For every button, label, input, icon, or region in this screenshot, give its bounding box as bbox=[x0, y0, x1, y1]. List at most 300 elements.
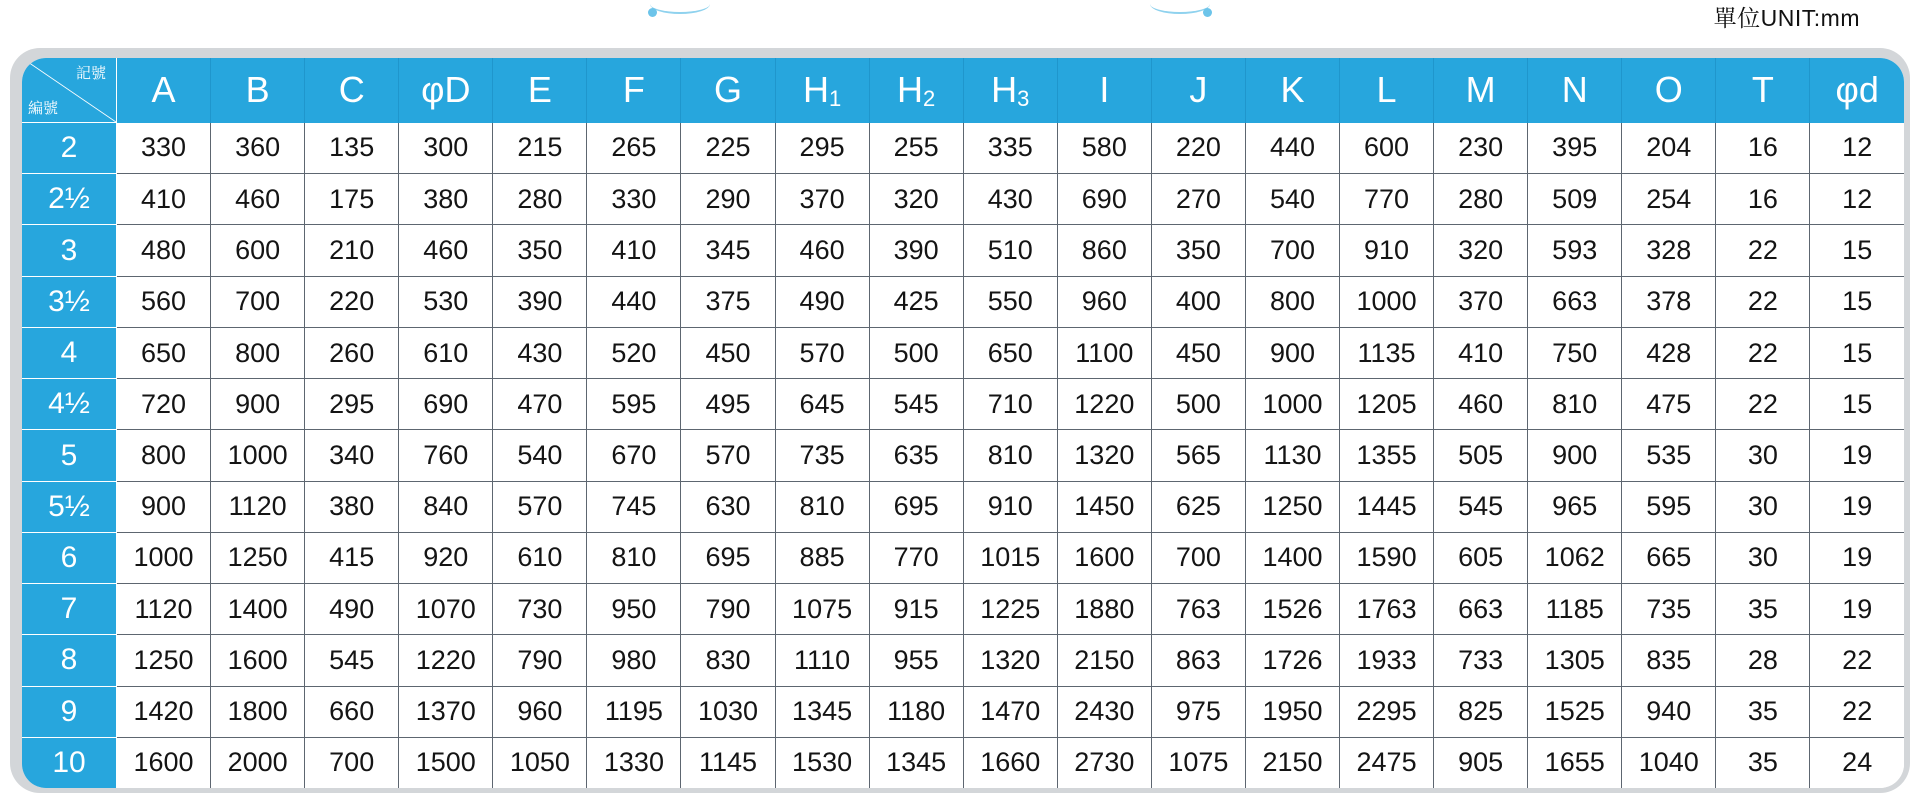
table-cell: 720 bbox=[117, 379, 211, 430]
table-cell: 670 bbox=[587, 430, 681, 481]
column-header-label: φd bbox=[1835, 69, 1879, 111]
table-cell: 175 bbox=[305, 174, 399, 225]
table-cell: 593 bbox=[1528, 225, 1622, 276]
column-header-label: A bbox=[151, 69, 176, 111]
table-cell: 545 bbox=[305, 635, 399, 686]
table-cell: 760 bbox=[399, 430, 493, 481]
table-cell: 280 bbox=[493, 174, 587, 225]
table-cell: 290 bbox=[681, 174, 775, 225]
table-cell: 215 bbox=[493, 123, 587, 174]
top-decoration-right bbox=[1150, 0, 1210, 14]
table-cell: 12 bbox=[1810, 174, 1904, 225]
table-cell: 960 bbox=[493, 686, 587, 737]
table-cell: 470 bbox=[493, 379, 587, 430]
table-cell: 15 bbox=[1810, 225, 1904, 276]
table-cell: 1220 bbox=[399, 635, 493, 686]
table-cell: 700 bbox=[1245, 225, 1339, 276]
table-cell: 610 bbox=[399, 327, 493, 378]
column-header-label: M bbox=[1465, 69, 1496, 111]
column-header-label: G bbox=[714, 69, 743, 111]
table-cell: 19 bbox=[1810, 430, 1904, 481]
table-cell: 430 bbox=[493, 327, 587, 378]
table-row bbox=[22, 123, 1904, 174]
table-cell: 1130 bbox=[1245, 430, 1339, 481]
table-cell: 625 bbox=[1151, 481, 1245, 532]
table-cell: 630 bbox=[681, 481, 775, 532]
header-row bbox=[22, 58, 1904, 123]
table-cell: 460 bbox=[775, 225, 869, 276]
table-cell: 220 bbox=[305, 276, 399, 327]
column-header-13 bbox=[1340, 58, 1434, 123]
table-cell: 265 bbox=[587, 123, 681, 174]
row-number-cell: 4 bbox=[22, 327, 117, 378]
column-header-label: J bbox=[1189, 69, 1208, 111]
table-cell: 1305 bbox=[1528, 635, 1622, 686]
table-row bbox=[22, 635, 1904, 686]
table-cell: 22 bbox=[1716, 327, 1810, 378]
table-cell: 395 bbox=[1528, 123, 1622, 174]
table-cell: 980 bbox=[587, 635, 681, 686]
table-cell: 1660 bbox=[963, 737, 1057, 788]
table-cell: 810 bbox=[587, 532, 681, 583]
table-cell: 350 bbox=[493, 225, 587, 276]
column-header-14 bbox=[1434, 58, 1528, 123]
table-cell: 35 bbox=[1716, 737, 1810, 788]
table-cell: 650 bbox=[963, 327, 1057, 378]
table-cell: 380 bbox=[399, 174, 493, 225]
table-cell: 1345 bbox=[869, 737, 963, 788]
table-cell: 510 bbox=[963, 225, 1057, 276]
table-row bbox=[22, 379, 1904, 430]
table-cell: 645 bbox=[775, 379, 869, 430]
table-cell: 300 bbox=[399, 123, 493, 174]
table-cell: 915 bbox=[869, 584, 963, 635]
table-cell: 550 bbox=[963, 276, 1057, 327]
row-number-cell: 10 bbox=[22, 737, 117, 788]
table-cell: 810 bbox=[1528, 379, 1622, 430]
table-cell: 410 bbox=[1434, 327, 1528, 378]
table-cell: 2730 bbox=[1057, 737, 1151, 788]
table-cell: 28 bbox=[1716, 635, 1810, 686]
column-header-label: B bbox=[245, 69, 270, 111]
column-header-label: F bbox=[622, 69, 645, 111]
table-cell: 1015 bbox=[963, 532, 1057, 583]
table-cell: 480 bbox=[117, 225, 211, 276]
table-cell: 410 bbox=[117, 174, 211, 225]
table-cell: 2000 bbox=[211, 737, 305, 788]
table-cell: 1075 bbox=[775, 584, 869, 635]
table-cell: 430 bbox=[963, 174, 1057, 225]
column-header-subscript: 2 bbox=[923, 86, 936, 112]
table-cell: 360 bbox=[211, 123, 305, 174]
table-cell: 330 bbox=[587, 174, 681, 225]
unit-label: 單位UNIT:mm bbox=[1713, 5, 1860, 31]
table-cell: 1470 bbox=[963, 686, 1057, 737]
table-cell: 540 bbox=[1245, 174, 1339, 225]
column-header-15 bbox=[1528, 58, 1622, 123]
table-cell: 965 bbox=[1528, 481, 1622, 532]
table-cell: 19 bbox=[1810, 481, 1904, 532]
column-header-label: H bbox=[802, 69, 829, 111]
table-cell: 900 bbox=[1528, 430, 1622, 481]
table-cell: 30 bbox=[1716, 481, 1810, 532]
table-cell: 1330 bbox=[587, 737, 681, 788]
table-cell: 1000 bbox=[211, 430, 305, 481]
table-cell: 825 bbox=[1434, 686, 1528, 737]
table-cell: 410 bbox=[587, 225, 681, 276]
table-cell: 1075 bbox=[1151, 737, 1245, 788]
table-cell: 610 bbox=[493, 532, 587, 583]
table-cell: 1450 bbox=[1057, 481, 1151, 532]
table-cell: 950 bbox=[587, 584, 681, 635]
table-cell: 22 bbox=[1716, 379, 1810, 430]
table-cell: 1530 bbox=[775, 737, 869, 788]
table-cell: 1590 bbox=[1340, 532, 1434, 583]
table-cell: 1050 bbox=[493, 737, 587, 788]
table-cell: 415 bbox=[305, 532, 399, 583]
table-cell: 1600 bbox=[211, 635, 305, 686]
table-cell: 390 bbox=[869, 225, 963, 276]
table-cell: 295 bbox=[775, 123, 869, 174]
table-cell: 428 bbox=[1622, 327, 1716, 378]
table-cell: 1950 bbox=[1245, 686, 1339, 737]
table-cell: 1250 bbox=[1245, 481, 1339, 532]
table-cell: 450 bbox=[1151, 327, 1245, 378]
table-cell: 255 bbox=[869, 123, 963, 174]
table-cell: 910 bbox=[1340, 225, 1434, 276]
table-cell: 910 bbox=[963, 481, 1057, 532]
table-cell: 1345 bbox=[775, 686, 869, 737]
table-cell: 1800 bbox=[211, 686, 305, 737]
table-cell: 885 bbox=[775, 532, 869, 583]
table-cell: 790 bbox=[681, 584, 775, 635]
table-cell: 495 bbox=[681, 379, 775, 430]
table-row bbox=[22, 532, 1904, 583]
column-header-label: K bbox=[1280, 69, 1305, 111]
table-cell: 690 bbox=[1057, 174, 1151, 225]
table-cell: 490 bbox=[775, 276, 869, 327]
column-header-11 bbox=[1151, 58, 1245, 123]
table-cell: 695 bbox=[869, 481, 963, 532]
table-cell: 733 bbox=[1434, 635, 1528, 686]
table-cell: 1445 bbox=[1340, 481, 1434, 532]
table-cell: 30 bbox=[1716, 430, 1810, 481]
table-cell: 16 bbox=[1716, 174, 1810, 225]
table-cell: 700 bbox=[211, 276, 305, 327]
table-cell: 2150 bbox=[1245, 737, 1339, 788]
table-cell: 380 bbox=[305, 481, 399, 532]
table-cell: 16 bbox=[1716, 123, 1810, 174]
table-cell: 475 bbox=[1622, 379, 1716, 430]
table-cell: 975 bbox=[1151, 686, 1245, 737]
column-header-10 bbox=[1057, 58, 1151, 123]
table-cell: 1030 bbox=[681, 686, 775, 737]
table-cell: 690 bbox=[399, 379, 493, 430]
table-cell: 280 bbox=[1434, 174, 1528, 225]
table-cell: 2150 bbox=[1057, 635, 1151, 686]
table-cell: 505 bbox=[1434, 430, 1528, 481]
table-cell: 1000 bbox=[1340, 276, 1434, 327]
table-cell: 750 bbox=[1528, 327, 1622, 378]
column-header-8 bbox=[869, 58, 963, 123]
table-cell: 700 bbox=[1151, 532, 1245, 583]
corner-number-label: 編號 bbox=[28, 100, 59, 117]
column-header-5 bbox=[587, 58, 681, 123]
table-cell: 1110 bbox=[775, 635, 869, 686]
column-header-18 bbox=[1810, 58, 1904, 123]
table-cell: 600 bbox=[1340, 123, 1434, 174]
table-cell: 530 bbox=[399, 276, 493, 327]
table-cell: 1880 bbox=[1057, 584, 1151, 635]
row-number-cell: 8 bbox=[22, 635, 117, 686]
table-cell: 960 bbox=[1057, 276, 1151, 327]
table-cell: 545 bbox=[1434, 481, 1528, 532]
table-cell: 35 bbox=[1716, 584, 1810, 635]
table-cell: 570 bbox=[493, 481, 587, 532]
table-cell: 830 bbox=[681, 635, 775, 686]
row-number-cell: 2 bbox=[22, 123, 117, 174]
table-cell: 595 bbox=[1622, 481, 1716, 532]
table-cell: 710 bbox=[963, 379, 1057, 430]
table-cell: 1320 bbox=[963, 635, 1057, 686]
table-cell: 570 bbox=[775, 327, 869, 378]
table-cell: 1185 bbox=[1528, 584, 1622, 635]
column-header-label: L bbox=[1376, 69, 1397, 111]
table-cell: 1400 bbox=[1245, 532, 1339, 583]
row-number-cell: 5½ bbox=[22, 481, 117, 532]
table-cell: 500 bbox=[1151, 379, 1245, 430]
table-cell: 665 bbox=[1622, 532, 1716, 583]
table-cell: 1250 bbox=[211, 532, 305, 583]
table-cell: 635 bbox=[869, 430, 963, 481]
table-row bbox=[22, 327, 1904, 378]
table-cell: 440 bbox=[587, 276, 681, 327]
table-cell: 1500 bbox=[399, 737, 493, 788]
table-cell: 425 bbox=[869, 276, 963, 327]
row-number-cell: 4½ bbox=[22, 379, 117, 430]
table-cell: 810 bbox=[963, 430, 1057, 481]
table-cell: 225 bbox=[681, 123, 775, 174]
row-number-cell: 6 bbox=[22, 532, 117, 583]
table-cell: 580 bbox=[1057, 123, 1151, 174]
table-cell: 1135 bbox=[1340, 327, 1434, 378]
corner-symbol-label: 記號 bbox=[75, 65, 106, 82]
table-cell: 1420 bbox=[117, 686, 211, 737]
table-cell: 1000 bbox=[1245, 379, 1339, 430]
table-cell: 900 bbox=[1245, 327, 1339, 378]
table-cell: 920 bbox=[399, 532, 493, 583]
table-cell: 270 bbox=[1151, 174, 1245, 225]
table-cell: 1145 bbox=[681, 737, 775, 788]
table-cell: 328 bbox=[1622, 225, 1716, 276]
column-header-label: N bbox=[1561, 69, 1588, 111]
column-header-9 bbox=[963, 58, 1057, 123]
table-cell: 1100 bbox=[1057, 327, 1151, 378]
table-cell: 1600 bbox=[117, 737, 211, 788]
table-cell: 340 bbox=[305, 430, 399, 481]
table-cell: 695 bbox=[681, 532, 775, 583]
column-header-label: I bbox=[1099, 69, 1110, 111]
table-cell: 905 bbox=[1434, 737, 1528, 788]
table-cell: 260 bbox=[305, 327, 399, 378]
table-cell: 500 bbox=[869, 327, 963, 378]
table-cell: 863 bbox=[1151, 635, 1245, 686]
column-header-label: H bbox=[991, 69, 1018, 111]
table-cell: 390 bbox=[493, 276, 587, 327]
table-cell: 30 bbox=[1716, 532, 1810, 583]
table-cell: 840 bbox=[399, 481, 493, 532]
table-cell: 2475 bbox=[1340, 737, 1434, 788]
table-cell: 345 bbox=[681, 225, 775, 276]
table-cell: 400 bbox=[1151, 276, 1245, 327]
row-number-cell: 9 bbox=[22, 686, 117, 737]
table-cell: 735 bbox=[1622, 584, 1716, 635]
table-cell: 22 bbox=[1810, 686, 1904, 737]
column-header-label: T bbox=[1751, 69, 1774, 111]
table-cell: 730 bbox=[493, 584, 587, 635]
table-cell: 663 bbox=[1434, 584, 1528, 635]
column-header-subscript: 3 bbox=[1017, 86, 1030, 112]
table-cell: 1763 bbox=[1340, 584, 1434, 635]
column-header-6 bbox=[681, 58, 775, 123]
table-cell: 1000 bbox=[117, 532, 211, 583]
table-cell: 790 bbox=[493, 635, 587, 686]
table-cell: 330 bbox=[117, 123, 211, 174]
table-row bbox=[22, 686, 1904, 737]
table-cell: 1205 bbox=[1340, 379, 1434, 430]
table-cell: 1250 bbox=[117, 635, 211, 686]
row-number-cell: 3 bbox=[22, 225, 117, 276]
table-cell: 15 bbox=[1810, 276, 1904, 327]
table-cell: 320 bbox=[869, 174, 963, 225]
table-cell: 22 bbox=[1810, 635, 1904, 686]
table-row bbox=[22, 737, 1904, 788]
table-cell: 595 bbox=[587, 379, 681, 430]
table-cell: 135 bbox=[305, 123, 399, 174]
table-cell: 335 bbox=[963, 123, 1057, 174]
table-cell: 1525 bbox=[1528, 686, 1622, 737]
table-cell: 460 bbox=[1434, 379, 1528, 430]
table-cell: 560 bbox=[117, 276, 211, 327]
column-header-label: E bbox=[527, 69, 552, 111]
table-cell: 763 bbox=[1151, 584, 1245, 635]
row-number-cell: 3½ bbox=[22, 276, 117, 327]
table-cell: 24 bbox=[1810, 737, 1904, 788]
dimension-table-container bbox=[22, 58, 1904, 788]
table-cell: 660 bbox=[305, 686, 399, 737]
column-header-label: φD bbox=[421, 69, 471, 111]
column-header-4 bbox=[493, 58, 587, 123]
table-cell: 600 bbox=[211, 225, 305, 276]
table-body bbox=[22, 123, 1904, 789]
table-cell: 1062 bbox=[1528, 532, 1622, 583]
column-header-label: O bbox=[1654, 69, 1683, 111]
table-cell: 1220 bbox=[1057, 379, 1151, 430]
row-number-cell: 2½ bbox=[22, 174, 117, 225]
table-cell: 460 bbox=[399, 225, 493, 276]
table-cell: 570 bbox=[681, 430, 775, 481]
table-cell: 15 bbox=[1810, 379, 1904, 430]
table-cell: 770 bbox=[1340, 174, 1434, 225]
table-cell: 35 bbox=[1716, 686, 1810, 737]
table-cell: 1933 bbox=[1340, 635, 1434, 686]
column-header-0 bbox=[117, 58, 211, 123]
table-cell: 735 bbox=[775, 430, 869, 481]
table-cell: 1070 bbox=[399, 584, 493, 635]
table-row bbox=[22, 174, 1904, 225]
table-cell: 22 bbox=[1716, 276, 1810, 327]
table-cell: 900 bbox=[117, 481, 211, 532]
table-cell: 22 bbox=[1716, 225, 1810, 276]
table-cell: 940 bbox=[1622, 686, 1716, 737]
table-cell: 800 bbox=[1245, 276, 1339, 327]
table-cell: 1600 bbox=[1057, 532, 1151, 583]
table-cell: 545 bbox=[869, 379, 963, 430]
table-cell: 19 bbox=[1810, 584, 1904, 635]
table-cell: 745 bbox=[587, 481, 681, 532]
table-cell: 320 bbox=[1434, 225, 1528, 276]
table-cell: 900 bbox=[211, 379, 305, 430]
table-cell: 770 bbox=[869, 532, 963, 583]
table-cell: 1195 bbox=[587, 686, 681, 737]
table-cell: 663 bbox=[1528, 276, 1622, 327]
table-cell: 800 bbox=[211, 327, 305, 378]
table-cell: 860 bbox=[1057, 225, 1151, 276]
table-cell: 1120 bbox=[211, 481, 305, 532]
table-cell: 370 bbox=[1434, 276, 1528, 327]
column-header-label: H bbox=[897, 69, 924, 111]
table-cell: 254 bbox=[1622, 174, 1716, 225]
table-cell: 535 bbox=[1622, 430, 1716, 481]
table-cell: 605 bbox=[1434, 532, 1528, 583]
table-cell: 450 bbox=[681, 327, 775, 378]
table-cell: 800 bbox=[117, 430, 211, 481]
table-cell: 520 bbox=[587, 327, 681, 378]
column-header-7 bbox=[775, 58, 869, 123]
row-number-cell: 7 bbox=[22, 584, 117, 635]
table-cell: 540 bbox=[493, 430, 587, 481]
table-cell: 220 bbox=[1151, 123, 1245, 174]
table-cell: 1526 bbox=[1245, 584, 1339, 635]
table-cell: 1400 bbox=[211, 584, 305, 635]
table-cell: 565 bbox=[1151, 430, 1245, 481]
table-row bbox=[22, 225, 1904, 276]
table-cell: 295 bbox=[305, 379, 399, 430]
table-cell: 700 bbox=[305, 737, 399, 788]
table-cell: 350 bbox=[1151, 225, 1245, 276]
table-cell: 210 bbox=[305, 225, 399, 276]
table-cell: 835 bbox=[1622, 635, 1716, 686]
table-cell: 2295 bbox=[1340, 686, 1434, 737]
table-row bbox=[22, 481, 1904, 532]
table-row bbox=[22, 430, 1904, 481]
table-cell: 2430 bbox=[1057, 686, 1151, 737]
table-cell: 650 bbox=[117, 327, 211, 378]
table-cell: 810 bbox=[775, 481, 869, 532]
dimension-table bbox=[22, 58, 1904, 788]
column-header-2 bbox=[305, 58, 399, 123]
table-cell: 509 bbox=[1528, 174, 1622, 225]
table-cell: 1120 bbox=[117, 584, 211, 635]
corner-header-cell bbox=[22, 58, 117, 123]
column-header-label: C bbox=[338, 69, 365, 111]
column-header-1 bbox=[211, 58, 305, 123]
table-cell: 370 bbox=[775, 174, 869, 225]
column-header-17 bbox=[1716, 58, 1810, 123]
table-cell: 378 bbox=[1622, 276, 1716, 327]
table-cell: 12 bbox=[1810, 123, 1904, 174]
table-cell: 1225 bbox=[963, 584, 1057, 635]
